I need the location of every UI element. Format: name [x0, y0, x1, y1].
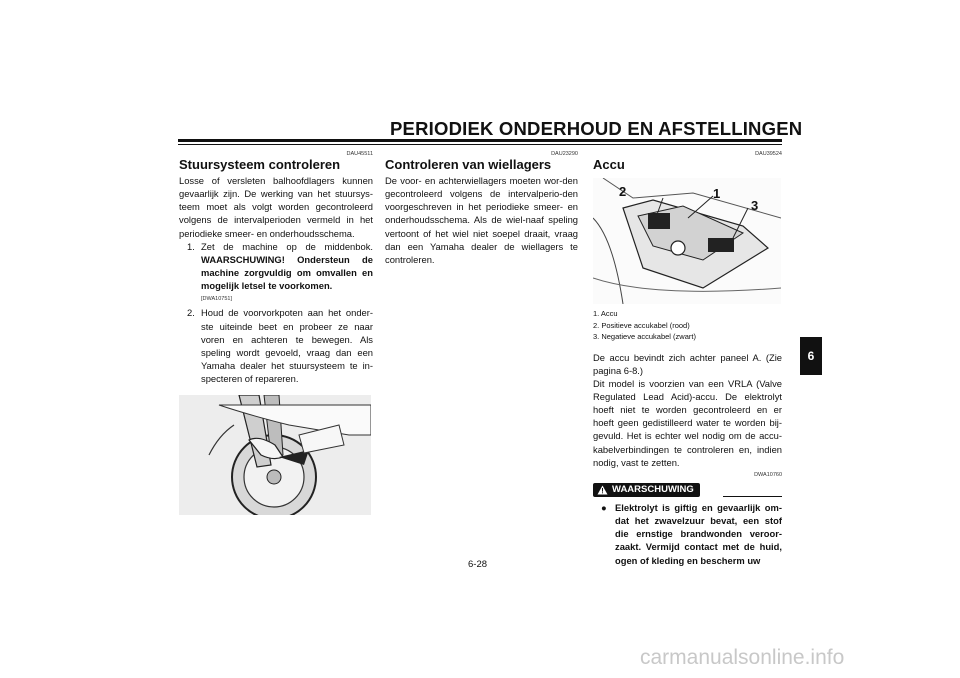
- bullet-icon: ●: [601, 501, 607, 513]
- figure-legend: [593, 308, 782, 343]
- section-title: Controleren van wiellagers: [385, 157, 552, 172]
- legend-item: 1. Accu: [593, 309, 618, 318]
- callout-3: 3: [751, 198, 759, 213]
- section-text: De accu bevindt zich achter paneel A. (Zie pagina 6-8.) Dit model is voorzien van een VRLA (Valve Regulated Lead Acid)-accu. De elektrolyt hoeft niet te worden gecontroleerd en er hoeft geen gedistilleerd water te worden bij-gevuld. Het is echter wel nodig om de accu-kabelverbindingen te controleren en, indien nodig, vast te zetten.: [593, 351, 782, 468]
- warning-bullet: [593, 501, 782, 567]
- warning-rule: [723, 496, 782, 497]
- section-battery: [593, 150, 782, 567]
- callout-1: 1: [713, 186, 721, 201]
- header-rule: [178, 139, 782, 142]
- warning-code: DWA10760: [754, 471, 782, 478]
- page-title: PERIODIEK ONDERHOUD EN AFSTELLINGEN: [390, 118, 803, 139]
- battery-illustration: [593, 178, 781, 304]
- legend-item: 3. Negatieve accukabel (zwart): [593, 332, 696, 341]
- warning-badge: [593, 483, 700, 497]
- section-title: Accu: [593, 157, 625, 172]
- step-2: [179, 306, 373, 385]
- section-wheel-bearings: [385, 150, 578, 266]
- step-number: 2.: [187, 307, 195, 319]
- warning-header: [593, 483, 782, 501]
- step-1: [179, 240, 373, 293]
- section-title: Stuursysteem controleren: [179, 157, 341, 172]
- step-text: Zet de machine op de middenbok.: [201, 240, 373, 252]
- inline-warning: WAARSCHUWING! Ondersteun de machine zorgvuldig om omvallen en mogelijk letsel te voorkomen.: [201, 253, 373, 292]
- page-number: 6-28: [468, 559, 488, 570]
- callout-2: 2: [619, 184, 627, 199]
- fork-check-illustration: [179, 395, 371, 515]
- watermark: carmanualsonline.info: [640, 646, 845, 669]
- step-text: Houd de voorvorkpoten aan het onder-ste uiteinde beet en probeer ze naar voren en achteren te bewegen. Als speling wordt gevoeld, vraag dan een Yamaha dealer het stuursysteem te in-specteren of repareren.: [201, 307, 373, 385]
- section-intro: Losse of versleten balhoofdlagers kunnen gevaarlijk zijn. De werking van het stuursys-teem moet als volgt worden gecontroleerd volgens de intervalperioden vermeld in het periodieke smeer- en onderhoudsschema.: [179, 175, 373, 239]
- section-code: DAU45511: [346, 151, 373, 157]
- warning-label: WAARSCHUWING: [612, 483, 694, 495]
- section-text: De voor- en achterwiellagers moeten wor-den gecontroleerd volgens de intervalperio-den voorgeschreven in het periodieke smeer- en onderhoudsschema. Als de wiel-naaf speling vertoont of het wiel niet soepel draait, vraag dan een Yamaha dealer de wiellagers te controleren.: [385, 175, 578, 265]
- legend-item: 2. Positieve accukabel (rood): [593, 320, 690, 330]
- warning-triangle-icon: [597, 485, 608, 495]
- step-number: 1.: [187, 240, 195, 252]
- section-steering: [179, 150, 373, 515]
- section-code: DAU23290: [551, 151, 578, 157]
- chapter-tab: 6: [800, 337, 822, 375]
- header-rule-thin: [178, 144, 782, 145]
- warning-code: [DWA10751]: [201, 296, 232, 303]
- bullet-text: Elektrolyt is giftig en gevaarlijk om-dat het zwavelzuur bevat, een stof die ernstige brandwonden veroor-zaakt. Vermijd contact met de huid, ogen of kleding en bescherm uw: [615, 501, 782, 566]
- section-code: DAU39524: [755, 151, 782, 157]
